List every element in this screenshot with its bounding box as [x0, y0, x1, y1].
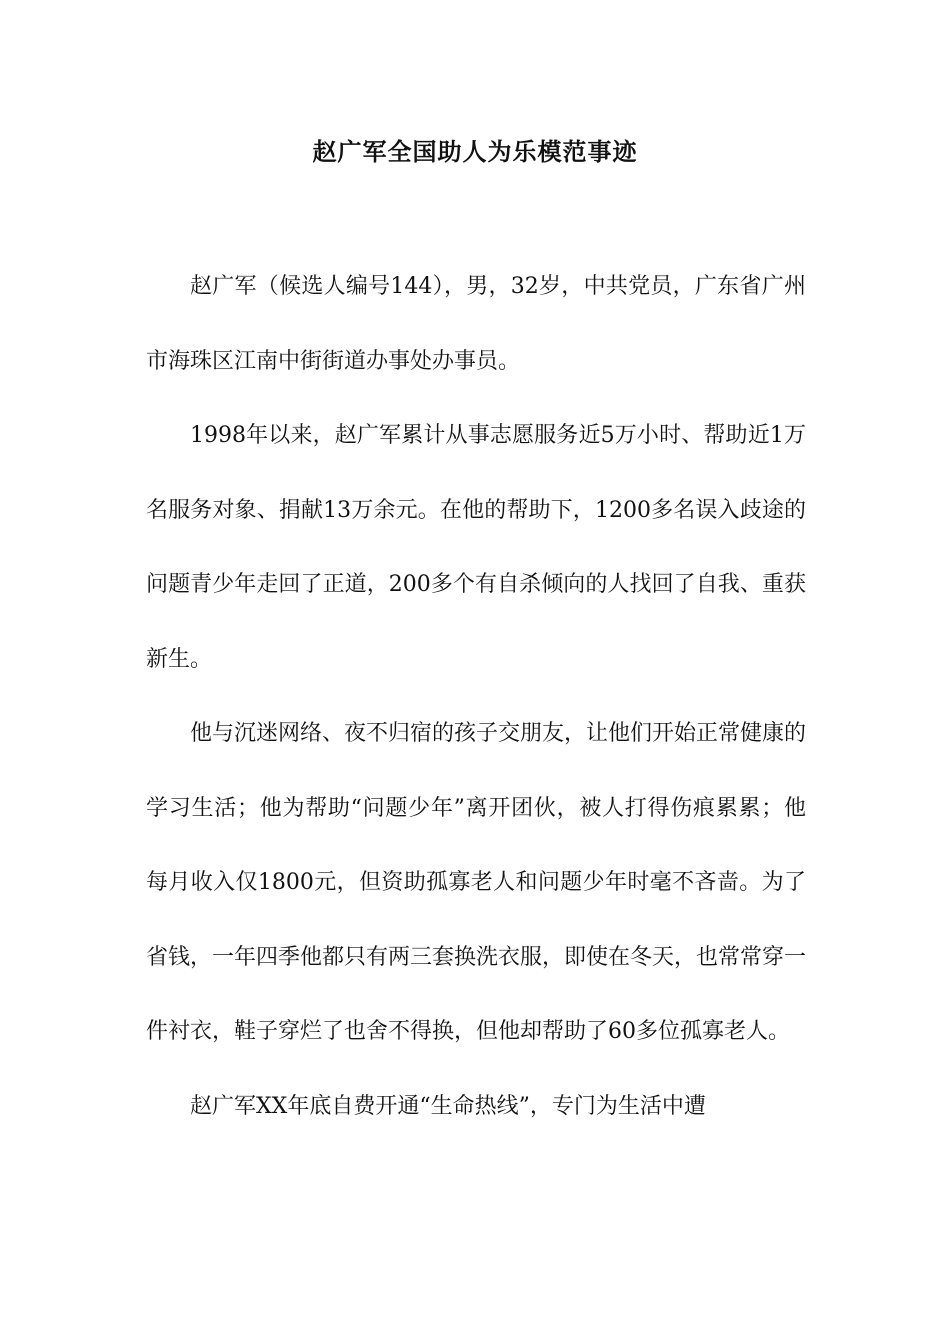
paragraph-hotline: 赵广军XX年底自费开通“生命热线”，专门为生活中遭 [190, 1093, 706, 1119]
document-title: 赵广军全国助人为乐模范事迹 [312, 137, 638, 166]
paragraph-deeds: 他与沉迷网络、夜不归宿的孩子交朋友，让他们开始正常健康的学习生活；他为帮助“问题少年”离开团伙，被人打得伤痕累累；他每月收入仅1800元，但资助孤寡老人和问题少年时毫不吝啬。为了省钱，一年四季他都只有两三套换洗衣服，即使在冬天，也常常穿一件衬衣，鞋子穿烂了也舍不得换，但他却帮助了60多位孤寡老人。 [146, 721, 807, 1044]
paragraph-service-record: 1998年以来，赵广军累计从事志愿服务近5万小时、帮助近1万名服务对象、捐献13万余元。在他的帮助下，1200多名误入歧途的问题青少年走回了正道，200多个有自杀倾向的人找回了自我、重获新生。 [146, 423, 806, 672]
paragraph-intro: 赵广军（候选人编号144），男，32岁，中共党员，广东省广州市海珠区江南中街街道办事处办事员。 [146, 274, 806, 374]
document-body [146, 250, 806, 1144]
